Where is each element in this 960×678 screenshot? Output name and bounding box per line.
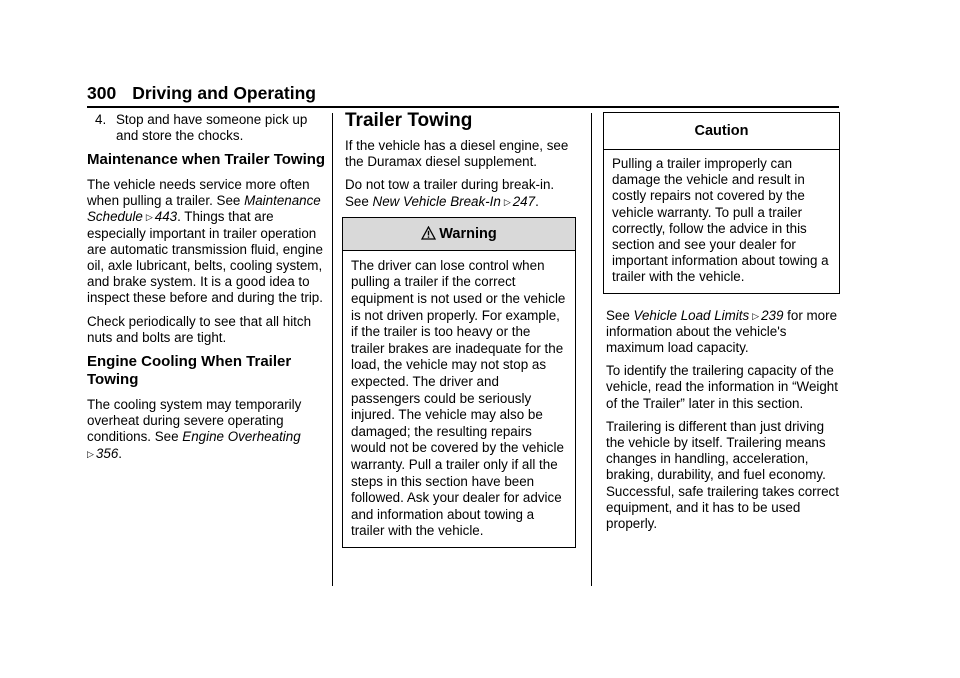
column-divider-2 [591,113,592,586]
header-text [87,82,839,104]
link-page-356[interactable]: 356 [95,445,119,461]
link-page-247[interactable]: 247 [512,193,536,209]
paragraph-load-limits [606,308,842,357]
caution-title: Caution [604,113,839,150]
page-reference-arrow-icon: ▷ [145,212,153,223]
step-text: Stop and have someone pick up and store the chocks. [116,112,308,144]
column-3 [606,112,842,539]
link-vehicle-load-limits[interactable]: Vehicle Load Limits [633,307,750,323]
paragraph-diesel: If the vehicle has a diesel engine, see the Duramax diesel supplement. [345,138,569,170]
list-item-step-4 [95,112,327,144]
page-header [87,82,839,104]
warning-header [343,218,575,251]
page-reference-arrow-icon: ▷ [87,448,94,459]
warning-box [342,217,576,548]
header-rule [87,106,839,108]
paragraph-trailering-capacity: To identify the trailering capacity of the vehicle, read the information in “Weight of the Trailer” later in this section. [606,363,838,411]
text: The vehicle needs service more often when pulling a trailer. See [87,176,310,209]
warning-text: The driver can lose control when pulling a trailer if the correct equipment is not used or the vehicle is not driven properly. For example, if the trailer is too heavy or the trailer brakes are inadequate for the load, the vehicle may not stop as expected. The driver and passengers could be seriously injured. The vehicle may also be damaged; the resulting repairs would not be covered by the vehicle warranty. Pull a trailer only if all the steps in this section have been followed. Ask your dealer for advice and information about towing a trailer with the vehicle. [351,257,566,539]
heading-engine-cooling: Engine Cooling When Trailer Towing [87,352,292,389]
link-engine-overheating[interactable]: Engine Overheating [182,429,301,445]
link-new-vehicle-break-in[interactable]: New Vehicle Break-In [372,193,501,209]
link-page-443[interactable]: 443 [154,209,178,225]
text: . [118,445,122,461]
text: . Things that are especially important in trailer operation are automatic transmission fluid, engine oil, axle lubricant, belts, cooling system, and brake system. It is a good idea to inspect these before and during the trip. [87,209,323,306]
page-reference-arrow-icon: ▷ [503,196,511,207]
paragraph-maintenance [87,177,327,307]
paragraph-trailering-different: Trailering is different than just driving the vehicle by itself. Trailering means changes in handling, acceleration, braking, durability, and fuel economy. Successful, safe trailering takes correct equipment, and it has to be used properly. [606,418,839,532]
section-title: Driving and Operating [132,83,316,103]
warning-triangle-icon [421,226,436,240]
heading-trailer-towing: Trailer Towing [345,110,473,131]
heading-maintenance: Maintenance when Trailer Towing [87,151,326,169]
column-2 [345,112,581,548]
link-page-239[interactable]: 239 [761,307,784,323]
paragraph-cooling [87,397,327,462]
text: for more information about the vehicle's maximum load capacity. [606,307,838,356]
warning-title: Warning [439,225,497,242]
text: . [535,193,539,209]
paragraph-check-hitch: Check periodically to see that all hitch nuts and bolts are tight. [87,313,312,345]
text: The cooling system may temporarily overheat during severe operating conditions. See [87,396,302,445]
caution-box [603,112,840,294]
link-maintenance-schedule[interactable]: Maintenance Schedule [87,193,321,225]
caution-text: Pulling a trailer improperly can damage the vehicle and result in costly repairs not covered by the vehicle warranty. To pull a trailer correctly, follow the advice in this section and see your dealer for important information about towing a trailer with the vehicle. [612,156,829,285]
page-number: 300 [87,83,117,103]
paragraph-break-in [345,177,581,209]
text: See [606,307,634,323]
column-1 [87,112,327,469]
page-reference-arrow-icon: ▷ [752,310,760,321]
text: Do not tow a trailer during break-in. See [345,177,555,209]
step-number: 4. [95,112,107,127]
column-divider-1 [332,113,333,586]
